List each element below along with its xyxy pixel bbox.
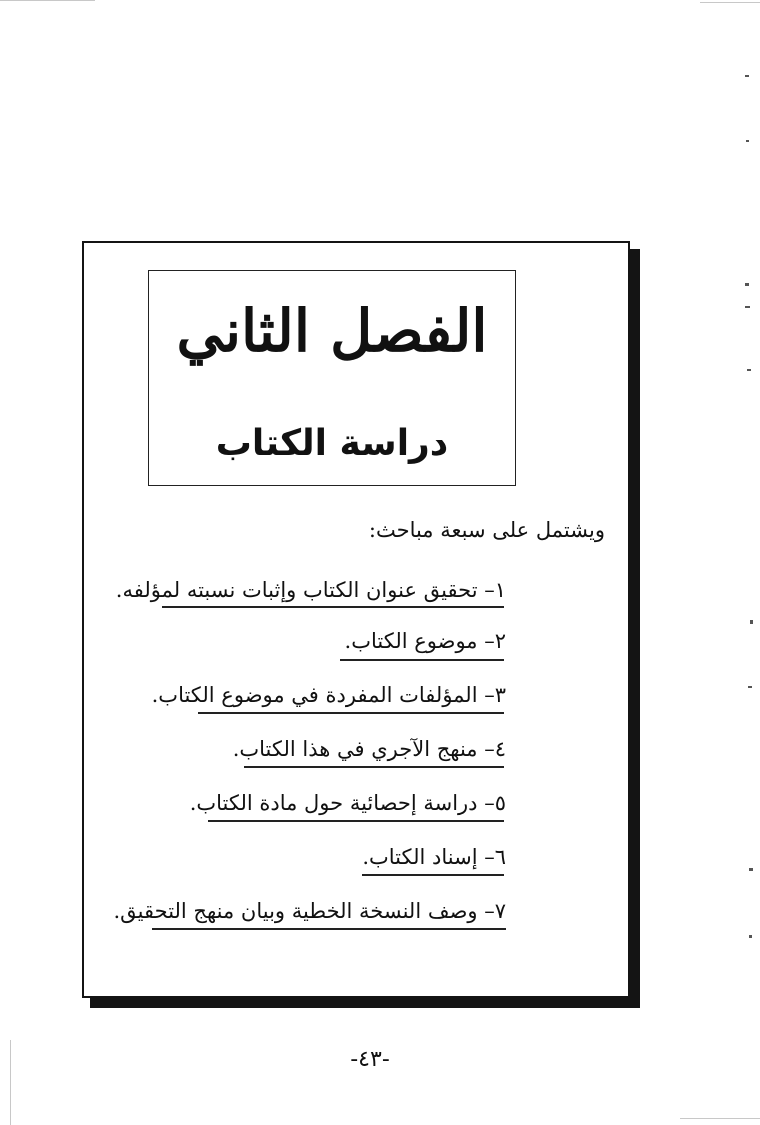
- topic-item: ٥– دراسة إحصائية حول مادة الكتاب.: [189, 791, 506, 815]
- topic-item: ٢– موضوع الكتاب.: [344, 629, 506, 653]
- topic-item: ٤– منهج الآجري في هذا الكتاب.: [232, 737, 506, 761]
- scan-mark: [745, 75, 749, 77]
- topic-underline: [244, 766, 504, 768]
- scan-edge-bottom-right: [680, 1118, 760, 1119]
- intro-text: ويشتمل على سبعة مباحث:: [368, 518, 605, 542]
- topic-underline: [162, 606, 504, 608]
- topic-underline: [208, 820, 504, 822]
- topic-underline: [198, 712, 504, 714]
- topic-underline: [152, 928, 506, 930]
- scan-mark: [746, 140, 749, 142]
- topic-item: ١– تحقيق عنوان الكتاب وإثبات نسبته لمؤلفه.: [115, 578, 506, 602]
- scan-edge-top: [0, 0, 95, 1]
- scan-mark: [749, 935, 752, 938]
- page-number: -٤٣-: [350, 1047, 390, 1072]
- scan-mark: [745, 283, 749, 286]
- chapter-subtitle: دراسة الكتاب: [215, 423, 449, 464]
- scan-mark: [748, 686, 752, 688]
- scan-mark: [745, 306, 750, 308]
- topic-item: ٣– المؤلفات المفردة في موضوع الكتاب.: [151, 683, 506, 707]
- topic-item: ٧– وصف النسخة الخطية وبيان منهج التحقيق.: [113, 899, 506, 923]
- scan-mark: [750, 620, 753, 624]
- scan-edge-top-right: [700, 2, 760, 3]
- topic-underline: [340, 659, 504, 661]
- topic-underline: [362, 874, 504, 876]
- scan-mark: [749, 868, 753, 871]
- scan-mark: [747, 369, 751, 371]
- chapter-title: الفصل الثاني: [176, 297, 488, 365]
- topic-item: ٦– إسناد الكتاب.: [362, 845, 506, 869]
- title-box: [148, 270, 516, 486]
